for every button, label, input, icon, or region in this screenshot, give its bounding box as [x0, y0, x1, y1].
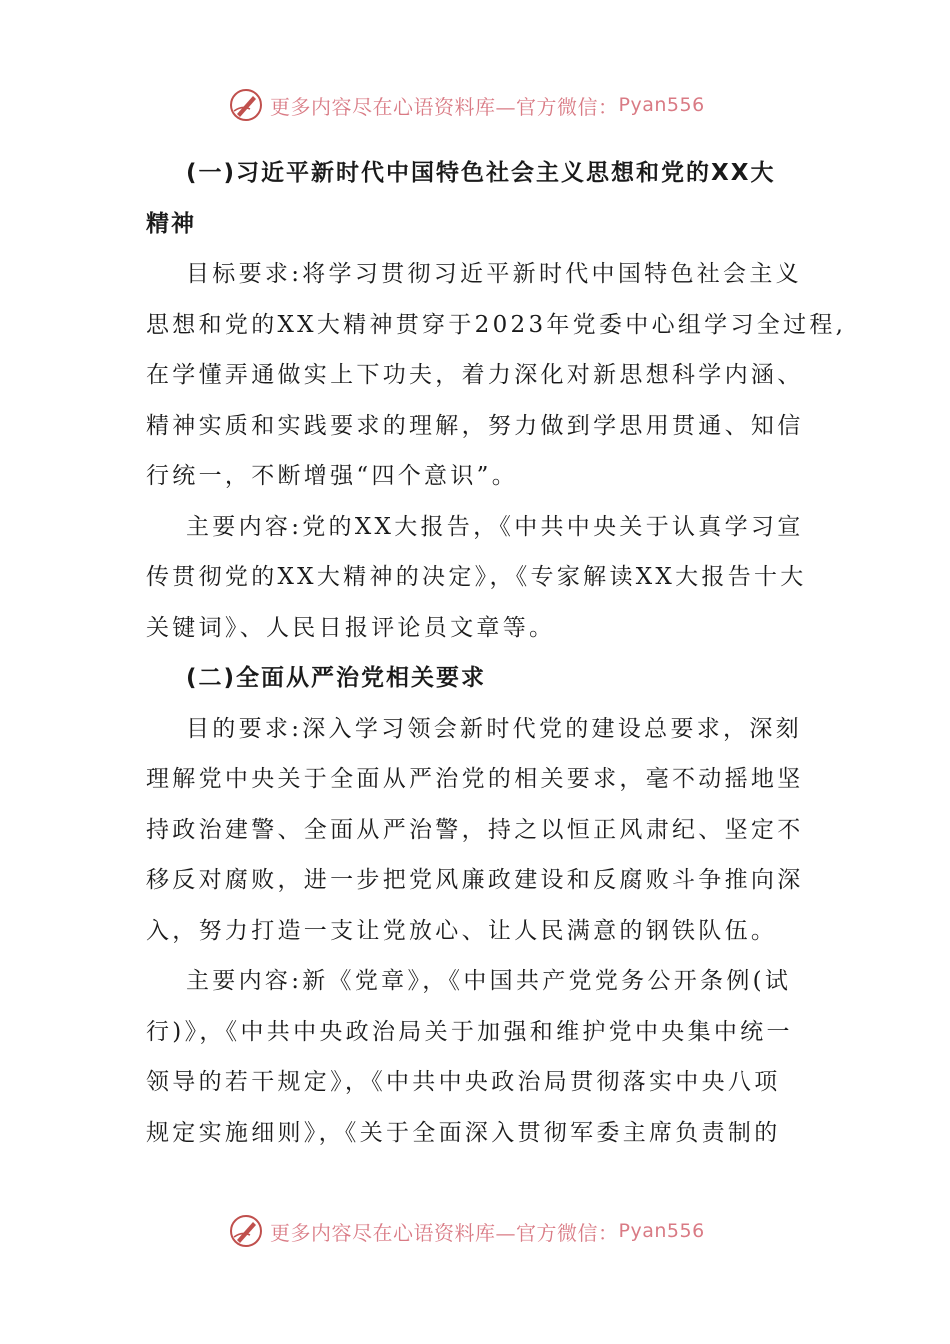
section-heading	[146, 653, 816, 704]
text-line: 传贯彻党的XX大精神的决定》，《专家解读XX大报告十大	[146, 564, 807, 590]
watermark-banner-bottom	[228, 1212, 788, 1250]
pen-logo-icon	[228, 1213, 264, 1249]
watermark-banner-top	[228, 86, 788, 124]
text-line: (一)习近平新时代中国特色社会主义思想和党的XX大	[186, 160, 776, 186]
text-line: 领导的若干规定》，《中共中央政治局贯彻落实中央八项	[146, 1069, 781, 1095]
text-line: 移反对腐败，进一步把党风廉政建设和反腐败斗争推向深	[146, 867, 804, 893]
paragraph	[146, 956, 816, 1158]
paragraph	[146, 502, 816, 654]
text-line: 思想和党的XX大精神贯穿于2023年党委中心组学习全过程,	[146, 311, 847, 338]
text-line: 理解党中央关于全面从严治党的相关要求，毫不动摇地坚	[146, 766, 804, 792]
watermark-wechat-id: Pyan556	[618, 94, 705, 116]
text-line: 关键词》、人民日报评论员文章等。	[146, 614, 556, 641]
text-line: 目的要求:深入学习领会新时代党的建设总要求，深刻	[186, 715, 802, 742]
text-line: 主要内容:新《党章》，《中国共产党党务公开条例(试	[186, 968, 792, 994]
watermark-text: 更多内容尽在心语资料库—官方微信：	[270, 1220, 619, 1245]
paragraph	[146, 704, 816, 957]
watermark-wechat-id: Pyan556	[618, 1220, 705, 1242]
paragraph	[146, 249, 847, 502]
text-line: 规定实施细则》，《关于全面深入贯彻军委主席负责制的	[146, 1119, 781, 1146]
text-line: 精神实质和实践要求的理解，努力做到学思用贯通、知信	[146, 412, 804, 439]
text-line: 目标要求:将学习贯彻习近平新时代中国特色社会主义	[186, 261, 802, 287]
section-heading	[146, 148, 816, 249]
text-line: 精神	[146, 210, 196, 237]
text-line: 入，努力打造一支让党放心、让人民满意的钢铁队伍。	[146, 917, 778, 944]
text-line: 行)》，《中共中央政治局关于加强和维护党中央集中统一	[146, 1018, 793, 1045]
text-line: 行统一，不断增强“四个意识”。	[146, 463, 519, 489]
text-line: 主要内容:党的XX大报告，《中共中央关于认真学习宣	[186, 513, 804, 540]
text-line: 持政治建警、全面从严治警，持之以恒正风肃纪、坚定不	[146, 816, 804, 843]
document-body	[146, 148, 847, 1158]
watermark-text: 更多内容尽在心语资料库—官方微信：	[270, 94, 619, 119]
text-line: (二)全面从严治党相关要求	[186, 665, 487, 691]
pen-logo-icon	[228, 87, 264, 123]
text-line: 在学懂弄通做实上下功夫，着力深化对新思想科学内涵、	[146, 362, 804, 388]
